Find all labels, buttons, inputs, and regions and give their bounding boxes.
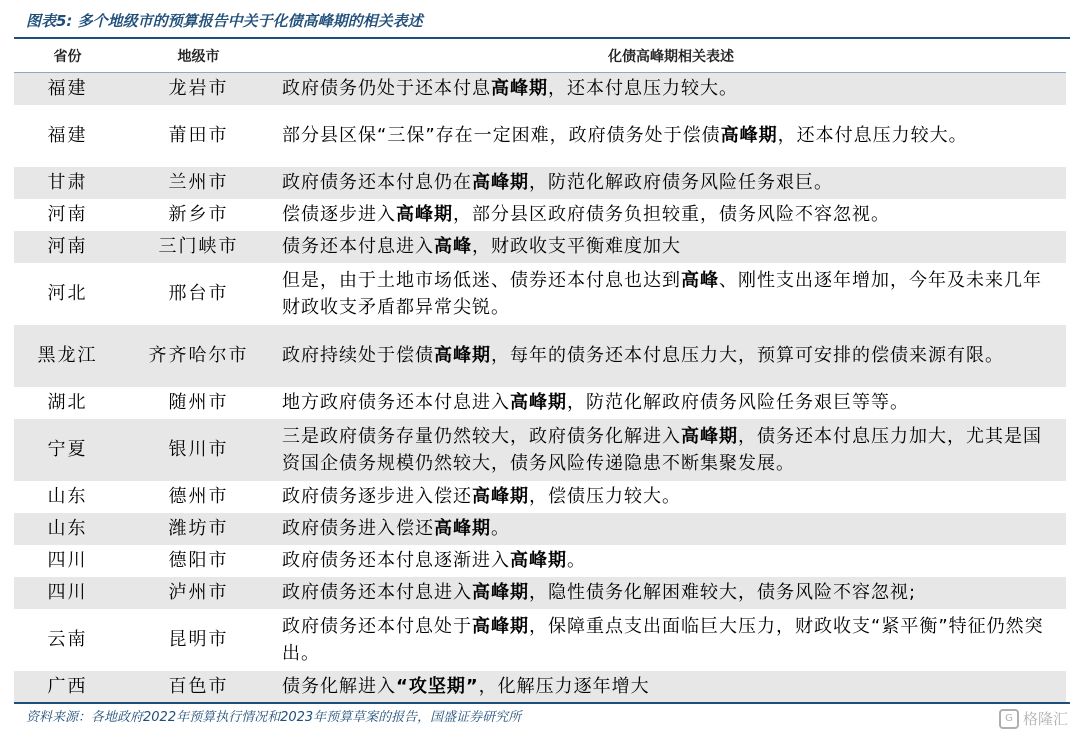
statement-table bbox=[14, 40, 1066, 703]
table-row bbox=[14, 545, 1066, 577]
statement-highlight: 高峰 bbox=[681, 269, 719, 291]
statement-text: 、刚性支出逐年增加，今年及未来几年财政收支矛盾都异常尖锐。 bbox=[282, 269, 1042, 318]
table-row bbox=[14, 325, 1066, 387]
watermark-logo-icon: G bbox=[999, 709, 1019, 729]
province-cell: 河南 bbox=[14, 231, 121, 263]
province-cell: 云南 bbox=[47, 629, 88, 650]
statement-cell bbox=[276, 513, 1066, 545]
province-cell: 四川 bbox=[47, 550, 88, 571]
statement-highlight: 高峰期 bbox=[510, 392, 567, 413]
statement-text: 部分县区保“三保”存在一定困难，政府债务处于偿债 bbox=[282, 125, 721, 146]
city-cell: 泸州市 bbox=[121, 577, 276, 609]
table-row bbox=[14, 513, 1066, 545]
statement-text: 政府债务进入偿还 bbox=[282, 518, 434, 539]
city-cell: 德州市 bbox=[168, 486, 229, 507]
province-cell: 福建 bbox=[47, 125, 88, 146]
statement-text: ，财政收支平衡难度加大 bbox=[472, 236, 681, 257]
province-cell: 四川 bbox=[14, 577, 121, 609]
table-row bbox=[14, 199, 1066, 231]
statement-text: ，每年的债务还本付息压力大，预算可安排的偿债来源有限。 bbox=[491, 345, 1004, 366]
statement-text: 债务还本付息进入 bbox=[282, 236, 434, 257]
city-cell: 昆明市 bbox=[168, 629, 229, 650]
city-cell: 齐齐哈尔市 bbox=[121, 325, 276, 387]
table-row bbox=[14, 387, 1066, 419]
statement-cell bbox=[276, 263, 1066, 325]
table-row bbox=[14, 577, 1066, 609]
table-row bbox=[14, 609, 1066, 671]
province-cell: 黑龙江 bbox=[14, 325, 121, 387]
statement-highlight: 高峰期 bbox=[681, 425, 738, 447]
statement-cell bbox=[276, 73, 1066, 105]
statement-text: 债务化解进入 bbox=[282, 676, 396, 697]
province-cell: 甘肃 bbox=[14, 167, 121, 199]
province-cell: 河北 bbox=[47, 283, 88, 304]
city-cell: 潍坊市 bbox=[121, 513, 276, 545]
city-cell: 邢台市 bbox=[168, 283, 229, 304]
table-row bbox=[14, 419, 1066, 481]
statement-text: 政府债务逐步进入偿还 bbox=[282, 486, 472, 507]
table-row bbox=[14, 231, 1066, 263]
watermark bbox=[999, 708, 1068, 729]
statement-highlight: 高峰期 bbox=[472, 582, 529, 603]
province-cell: 河南 bbox=[47, 204, 88, 225]
city-cell: 银川市 bbox=[121, 419, 276, 481]
city-cell: 龙岩市 bbox=[121, 73, 276, 105]
statement-highlight: 高峰 bbox=[434, 236, 472, 257]
table-row bbox=[14, 105, 1066, 167]
statement-text: ，化解压力逐年增大 bbox=[478, 676, 650, 697]
statement-text: 偿债逐步进入 bbox=[282, 204, 396, 225]
statement-cell bbox=[276, 167, 1066, 199]
statement-text: ，隐性债务化解困难较大，债务风险不容忽视; bbox=[529, 582, 917, 603]
city-cell: 莆田市 bbox=[168, 125, 229, 146]
city-cell: 三门峡市 bbox=[121, 231, 276, 263]
statement-text: ，债务还本付息压力加大，尤其是国资国企债务规模仍然较大，债务风险传递隐患不断集聚发展。 bbox=[282, 425, 1042, 474]
statement-text: 但是，由于土地市场低迷、债券还本付息也达到 bbox=[282, 269, 681, 291]
statement-text: 政府债务还本付息处于 bbox=[282, 615, 472, 637]
header-province: 省份 bbox=[14, 40, 121, 73]
statement-text: ，防范化解政府债务风险任务艰巨等等。 bbox=[567, 392, 909, 413]
statement-highlight: 高峰期 bbox=[472, 486, 529, 507]
table-body bbox=[14, 73, 1066, 703]
statement-highlight: “攻坚期” bbox=[396, 676, 479, 697]
statement-text: ，保障重点支出面临巨大压力，财政收支“紧平衡”特征仍然突出。 bbox=[282, 615, 1044, 664]
statement-cell bbox=[276, 609, 1066, 671]
statement-cell bbox=[276, 387, 1066, 419]
statement-text: 。 bbox=[491, 518, 510, 539]
statement-highlight: 高峰期 bbox=[491, 78, 548, 100]
statement-text: 。 bbox=[567, 550, 586, 571]
statement-highlight: 高峰期 bbox=[720, 125, 778, 146]
statement-text: 政府债务仍处于还本付息 bbox=[282, 78, 491, 100]
statement-cell bbox=[276, 671, 1066, 703]
statement-highlight: 高峰期 bbox=[472, 615, 529, 637]
statement-cell bbox=[276, 419, 1066, 481]
province-cell: 福建 bbox=[14, 73, 121, 105]
table-row bbox=[14, 73, 1066, 105]
statement-cell bbox=[276, 325, 1066, 387]
statement-text: ，部分县区政府债务负担较重，债务风险不容忽视。 bbox=[453, 204, 890, 225]
watermark-text: 格隆汇 bbox=[1022, 710, 1068, 728]
statement-text: 政府债务还本付息逐渐进入 bbox=[282, 550, 510, 571]
statement-highlight: 高峰期 bbox=[510, 550, 567, 571]
table-row bbox=[14, 167, 1066, 199]
source-note: 资料来源：各地政府2022年预算执行情况和2023年预算草案的报告，国盛证券研究所 bbox=[26, 710, 522, 725]
city-cell: 随州市 bbox=[168, 392, 229, 413]
city-cell: 兰州市 bbox=[121, 167, 276, 199]
statement-text: ，还本付息压力较大。 bbox=[777, 125, 968, 146]
province-cell: 广西 bbox=[14, 671, 121, 703]
statement-text: 地方政府债务还本付息进入 bbox=[282, 392, 510, 413]
statement-cell bbox=[276, 577, 1066, 609]
statement-text: 政府持续处于偿债 bbox=[282, 345, 434, 366]
statement-text: ，防范化解政府债务风险任务艰巨。 bbox=[529, 172, 833, 193]
statement-cell bbox=[276, 545, 1066, 577]
header-city: 地级市 bbox=[121, 40, 276, 73]
table-row bbox=[14, 671, 1066, 703]
province-cell: 湖北 bbox=[47, 392, 88, 413]
header-statement: 化债高峰期相关表述 bbox=[276, 40, 1066, 73]
statement-highlight: 高峰期 bbox=[396, 204, 453, 225]
statement-cell bbox=[276, 105, 1066, 167]
statement-text: ，还本付息压力较大。 bbox=[548, 78, 738, 100]
statement-cell bbox=[276, 231, 1066, 263]
table-row bbox=[14, 263, 1066, 325]
city-cell: 百色市 bbox=[121, 671, 276, 703]
statement-highlight: 高峰期 bbox=[434, 345, 491, 366]
title-rule bbox=[14, 37, 1070, 39]
statement-text: 三是政府债务存量仍然较大，政府债务化解进入 bbox=[282, 425, 681, 447]
province-cell: 山东 bbox=[14, 513, 121, 545]
figure-title: 图表5: 多个地级市的预算报告中关于化债高峰期的相关表述 bbox=[26, 12, 423, 30]
statement-text: 政府债务还本付息进入 bbox=[282, 582, 472, 603]
province-cell: 宁夏 bbox=[14, 419, 121, 481]
statement-cell bbox=[276, 199, 1066, 231]
city-cell: 新乡市 bbox=[168, 204, 229, 225]
statement-text: ，偿债压力较大。 bbox=[529, 486, 681, 507]
statement-cell bbox=[276, 481, 1066, 513]
province-cell: 山东 bbox=[47, 486, 88, 507]
statement-highlight: 高峰期 bbox=[472, 172, 529, 193]
statement-highlight: 高峰期 bbox=[434, 518, 491, 539]
city-cell: 德阳市 bbox=[168, 550, 229, 571]
bottom-rule bbox=[14, 702, 1070, 704]
statement-text: 政府债务还本付息仍在 bbox=[282, 172, 472, 193]
table-row bbox=[14, 481, 1066, 513]
table-header-row bbox=[14, 40, 1066, 73]
